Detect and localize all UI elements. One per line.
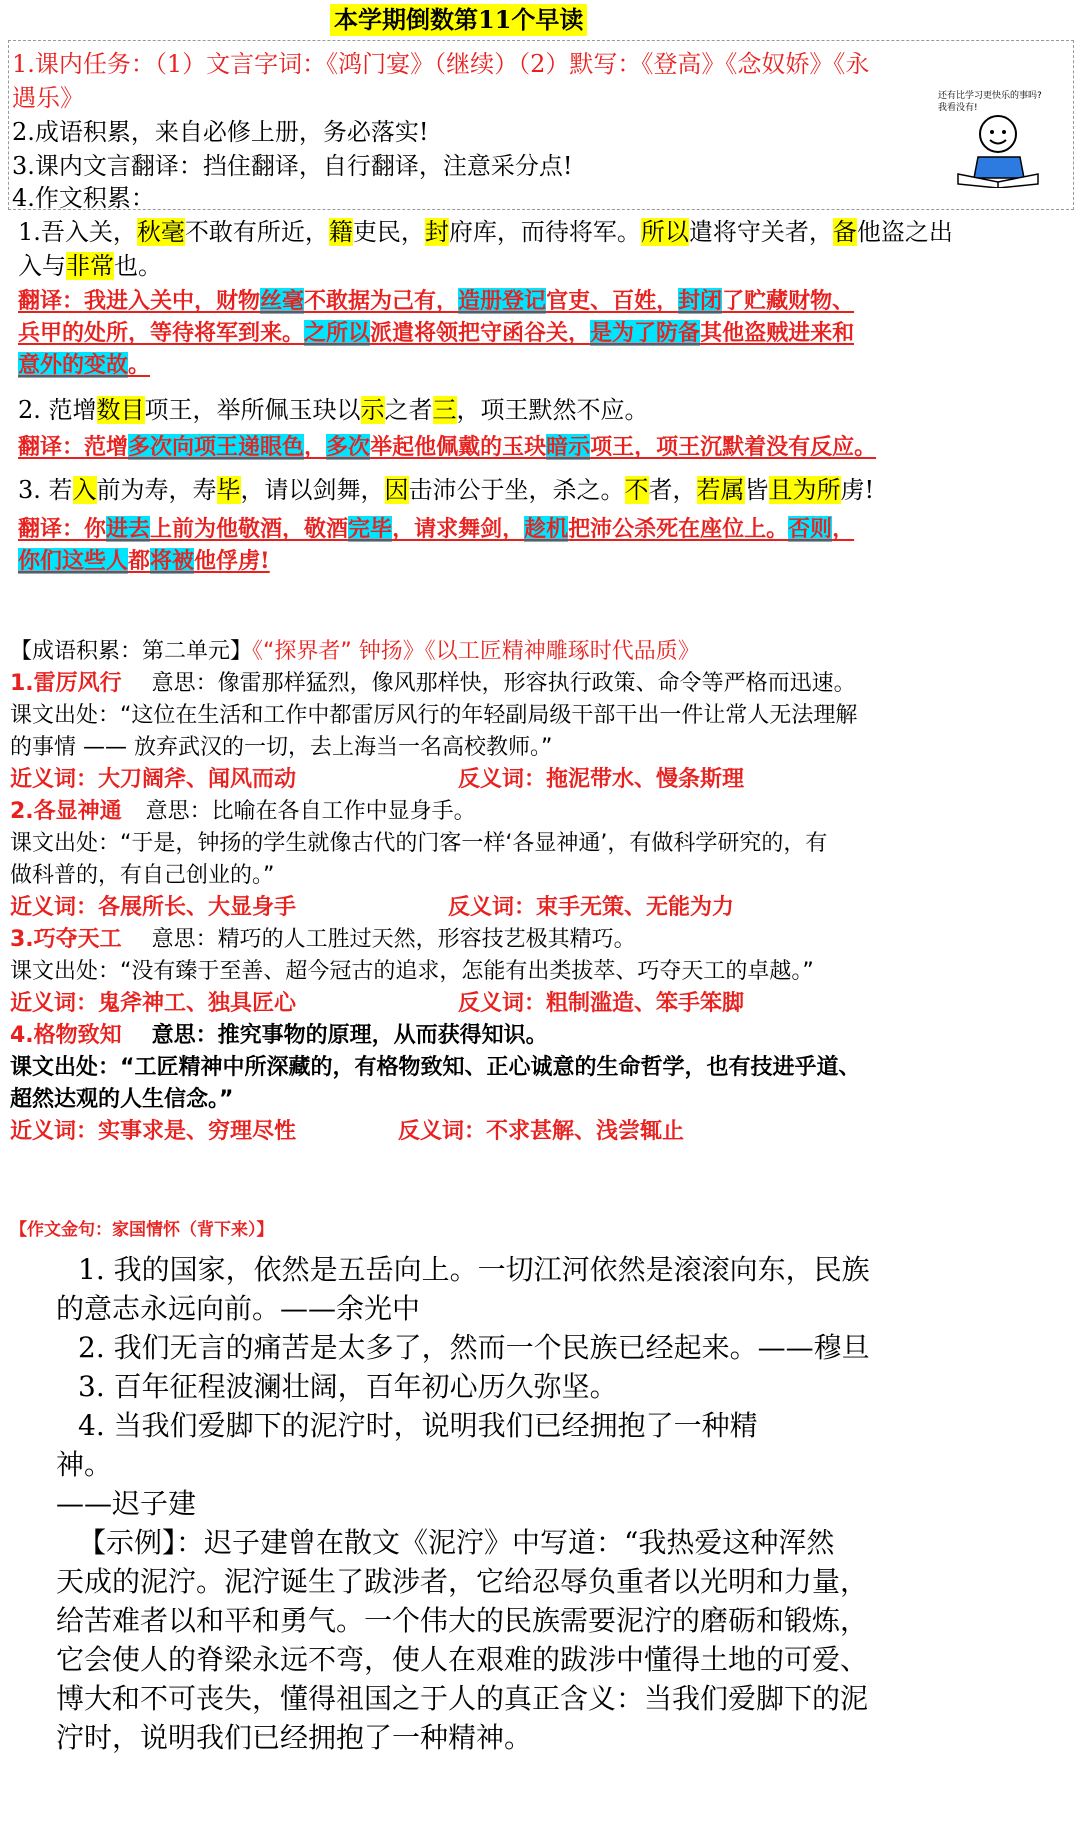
idiom-4-synonyms: 近义词：实事求是、穷理尽性 — [10, 1119, 297, 1144]
essay-example-5: 博大和不可丧失，懂得祖国之于人的真正含义：当我们爱脚下的泥 — [56, 1682, 869, 1715]
idiom-4-source: 课文出处：“工匠精神中所深藏的，有格物致知、正心诚意的生命哲学，也有技进乎道、 — [10, 1055, 861, 1080]
essay-line-6: 神。 — [56, 1448, 113, 1481]
idiom-4-name: 4.格物致知 — [10, 1023, 122, 1048]
idiom-1-synonyms: 近义词：大刀阔斧、闻风而动 — [10, 767, 297, 792]
study-sticker — [938, 88, 1072, 188]
essay-example-6: 泞时，说明我们已经拥抱了一种精神。 — [56, 1721, 533, 1754]
essay-example-1: 【示例】：迟子建曾在散文《泥泞》中写道：“我热爱这种浑然 — [78, 1526, 835, 1559]
idiom-2-source-cont: 做科普的，有自己创业的。” — [10, 863, 275, 888]
idiom-1-meaning-line: 1.雷厉风行 意思：像雷那样猛烈，像风那样快，形容执行政策、命令等严格而迅速。 — [10, 671, 856, 696]
translation-1: 翻译：我进入关中，财物丝毫不敢据为己有，造册登记官吏、百姓，封闭了贮藏财物、 — [18, 288, 855, 314]
essay-line-3: 2. 我们无言的痛苦是太多了，然而一个民族已经起来。——穆旦 — [78, 1331, 870, 1364]
essay-example-4: 它会使人的脊梁永远不弯，使人在艰难的跋涉中懂得土地的可爱、 — [56, 1643, 869, 1676]
task-4: 4.作文积累： — [12, 184, 155, 212]
classical-sentence-1-cont: 入与非常也。 — [18, 252, 162, 280]
essay-line-1: 1. 我的国家，依然是五岳向上。一切江河依然是滚滚向东，民族 — [78, 1253, 870, 1286]
idiom-4-source-cont: 超然达观的人生信念。” — [10, 1087, 234, 1112]
translation-2: 翻译：范增多次向项王递眼色，多次举起他佩戴的玉玦暗示项王，项王沉默着没有反应。 — [18, 434, 877, 460]
classical-sentence-3: 3. 若入前为寿，寿毕，请以剑舞，因击沛公于坐，杀之。不者，若属皆且为所虏! — [18, 476, 875, 504]
essay-line-4: 3. 百年征程波澜壮阔，百年初心历久弥坚。 — [78, 1370, 618, 1403]
idiom-4-meaning-line: 4.格物致知 意思：推究事物的原理，从而获得知识。 — [10, 1023, 548, 1048]
idiom-3-name: 3.巧夺天工 — [10, 927, 122, 952]
idiom-3-meaning-line: 3.巧夺天工 意思：精巧的人工胜过天然，形容技艺极其精巧。 — [10, 927, 636, 952]
essay-line-7: ——迟子建 — [56, 1487, 197, 1520]
essay-example-3: 给苦难者以和平和勇气。一个伟大的民族需要泥泞的磨砺和锻炼， — [56, 1604, 869, 1637]
translation-1-line3: 意外的变故。 — [18, 352, 151, 378]
idiom-3-antonyms: 反义词：粗制滥造、笨手笨脚 — [458, 991, 745, 1016]
essay-line-5: 4. 当我们爱脚下的泥泞时，说明我们已经拥抱了一种精 — [78, 1409, 758, 1442]
essay-example-2: 天成的泥泞。泥泞诞生了跋涉者，它给忍辱负重者以光明和力量， — [56, 1565, 869, 1598]
idiom-4-antonyms: 反义词：不求甚解、浅尝辄止 — [398, 1119, 685, 1144]
task-1-cont: 遇乐》 — [12, 84, 84, 112]
idiom-2-name: 2.各显神通 — [10, 799, 122, 824]
page-title: 本学期倒数第11个早读 — [330, 4, 587, 36]
sticker-text-1: 还有比学习更快乐的事吗? — [938, 91, 1042, 101]
idiom-1-name: 1.雷厉风行 — [10, 671, 122, 696]
translation-3: 翻译：你进去上前为他敬酒，敬酒完毕，请求舞剑，趁机把沛公杀死在座位上。否则， — [18, 516, 855, 542]
translation-3-line2: 你们这些人都将被他俘虏! — [18, 548, 270, 574]
studying-figure-icon — [948, 112, 1058, 188]
task-1: 1.课内任务：（1）文言字词：《鸿门宴》（继续）（2）默写：《登高》《念奴娇》《永 — [12, 50, 870, 78]
essay-heading: 【作文金句：家国情怀（背下来）】 — [10, 1220, 274, 1240]
idiom-1-source-cont: 的事情 —— 放弃武汉的一切，去上海当一名高校教师。” — [10, 735, 553, 760]
idiom-2-synonyms: 近义词：各展所长、大显身手 — [10, 895, 297, 920]
idioms-heading: 【成语积累：第二单元】《“探界者” 钟扬》《以工匠精神雕琢时代品质》 — [10, 639, 700, 664]
idiom-2-antonyms: 反义词：束手无策、无能为力 — [448, 895, 735, 920]
task-2: 2.成语积累，来自必修上册，务必落实! — [12, 118, 429, 146]
idiom-2-source: 课文出处：“于是，钟扬的学生就像古代的门客一样‘各显神通’，有做科学研究的，有 — [10, 831, 828, 856]
classical-sentence-1: 1.吾入关，秋毫不敢有所近，籍吏民，封府库，而待将军。所以遣将守关者，备他盗之出 — [18, 218, 953, 246]
idiom-3-source: 课文出处：“没有臻于至善、超今冠古的追求，怎能有出类拔萃、巧夺天工的卓越。” — [10, 959, 814, 984]
translation-1-line2: 兵甲的处所，等待将军到来。之所以派遣将领把守函谷关，是为了防备其他盗贼进来和 — [18, 320, 855, 346]
essay-line-2: 的意志永远向前。——余光中 — [56, 1292, 421, 1325]
idiom-2-meaning-line: 2.各显神通 意思：比喻在各自工作中显身手。 — [10, 799, 476, 824]
task-3: 3.课内文言翻译：挡住翻译，自行翻译，注意采分点! — [12, 152, 573, 180]
idiom-1-antonyms: 反义词：拖泥带水、慢条斯理 — [458, 767, 745, 792]
idiom-1-source: 课文出处：“这位在生活和工作中都雷厉风行的年轻副局级干部干出一件让常人无法理解 — [10, 703, 858, 728]
classical-sentence-2: 2. 范增数目项王，举所佩玉玦以示之者三，项王默然不应。 — [18, 396, 649, 424]
sticker-text-2: 我看没有! — [938, 103, 978, 113]
idiom-3-synonyms: 近义词：鬼斧神工、独具匠心 — [10, 991, 297, 1016]
